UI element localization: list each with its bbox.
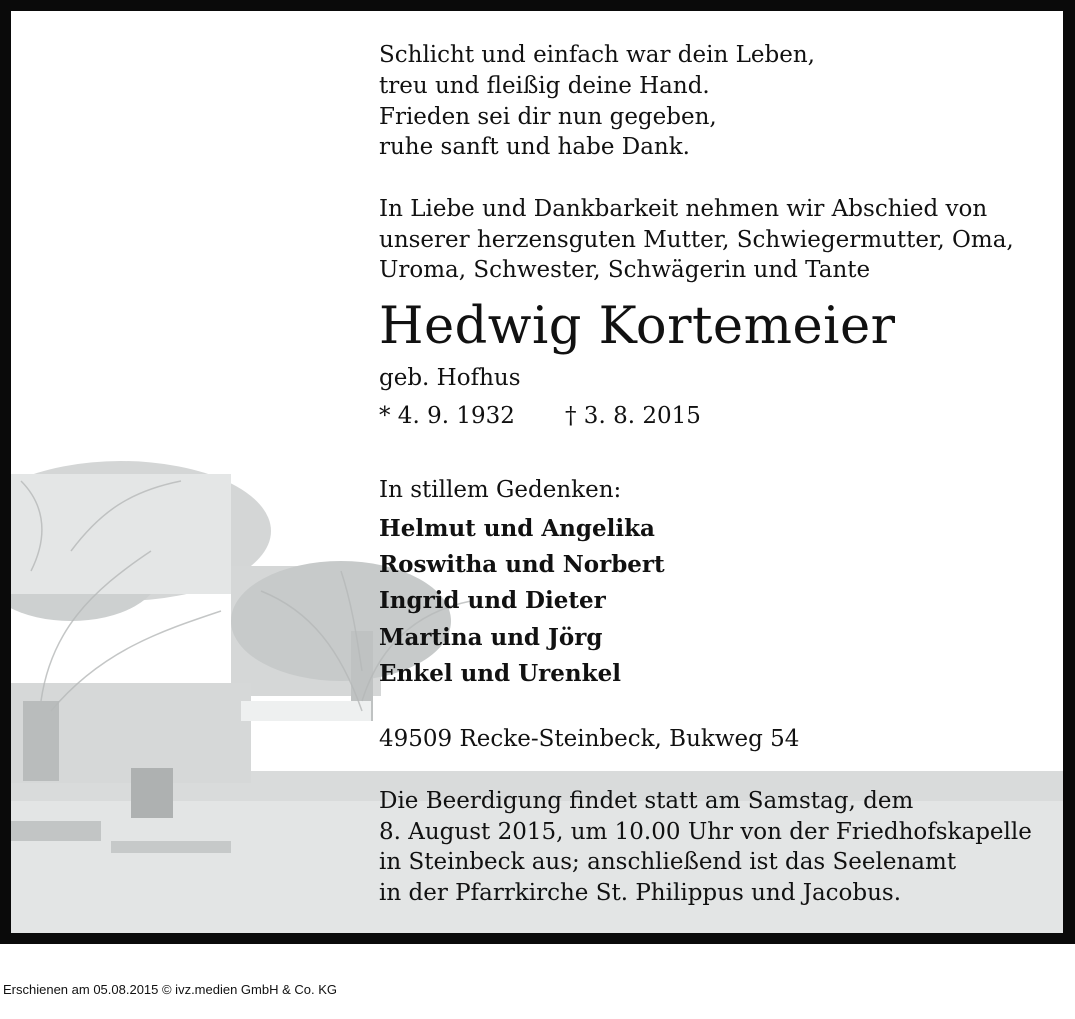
intro-line: In Liebe und Dankbarkeit nehmen wir Abschied von [379,196,988,222]
mourners-heading: In stillem Gedenken: [379,477,622,503]
funeral-line: in der Pfarrkirche St. Philippus und Jacobus. [379,880,902,906]
address: 49509 Recke-Steinbeck, Bukweg 54 [379,726,800,752]
funeral-line: 8. August 2015, um 10.00 Uhr von der Friedhofskapelle [379,819,1032,845]
birth-date: * 4. 9. 1932 [379,403,515,429]
notice-panel [11,11,1063,933]
life-dates [379,402,701,430]
intro-line: Uroma, Schwester, Schwägerin und Tante [379,257,871,283]
funeral-line: in Steinbeck aus; anschließend ist das Seelenamt [379,849,957,875]
mourner-name: Roswitha und Norbert [379,551,665,578]
death-date: † 3. 8. 2015 [565,403,701,429]
mourner-name: Ingrid und Dieter [379,587,606,614]
verse-line: Schlicht und einfach war dein Leben, [379,42,815,68]
funeral-line: Die Beerdigung findet statt am Samstag, dem [379,788,914,814]
intro-line: unserer herzensguten Mutter, Schwiegermutter, Oma, [379,227,1014,253]
verse-line: treu und fleißig deine Hand. [379,73,710,99]
verse-line: ruhe sanft und habe Dank. [379,134,690,160]
publication-note: Erschienen am 05.08.2015 © ivz.medien GmbH & Co. KG [3,982,338,997]
deceased-name: Hedwig Kortemeier [379,297,896,356]
birth-name: geb. Hofhus [379,365,521,391]
mourner-name: Enkel und Urenkel [379,660,621,687]
mourner-name: Martina und Jörg [379,624,603,651]
mourner-name: Helmut und Angelika [379,515,655,542]
verse-line: Frieden sei dir nun gegeben, [379,104,717,130]
